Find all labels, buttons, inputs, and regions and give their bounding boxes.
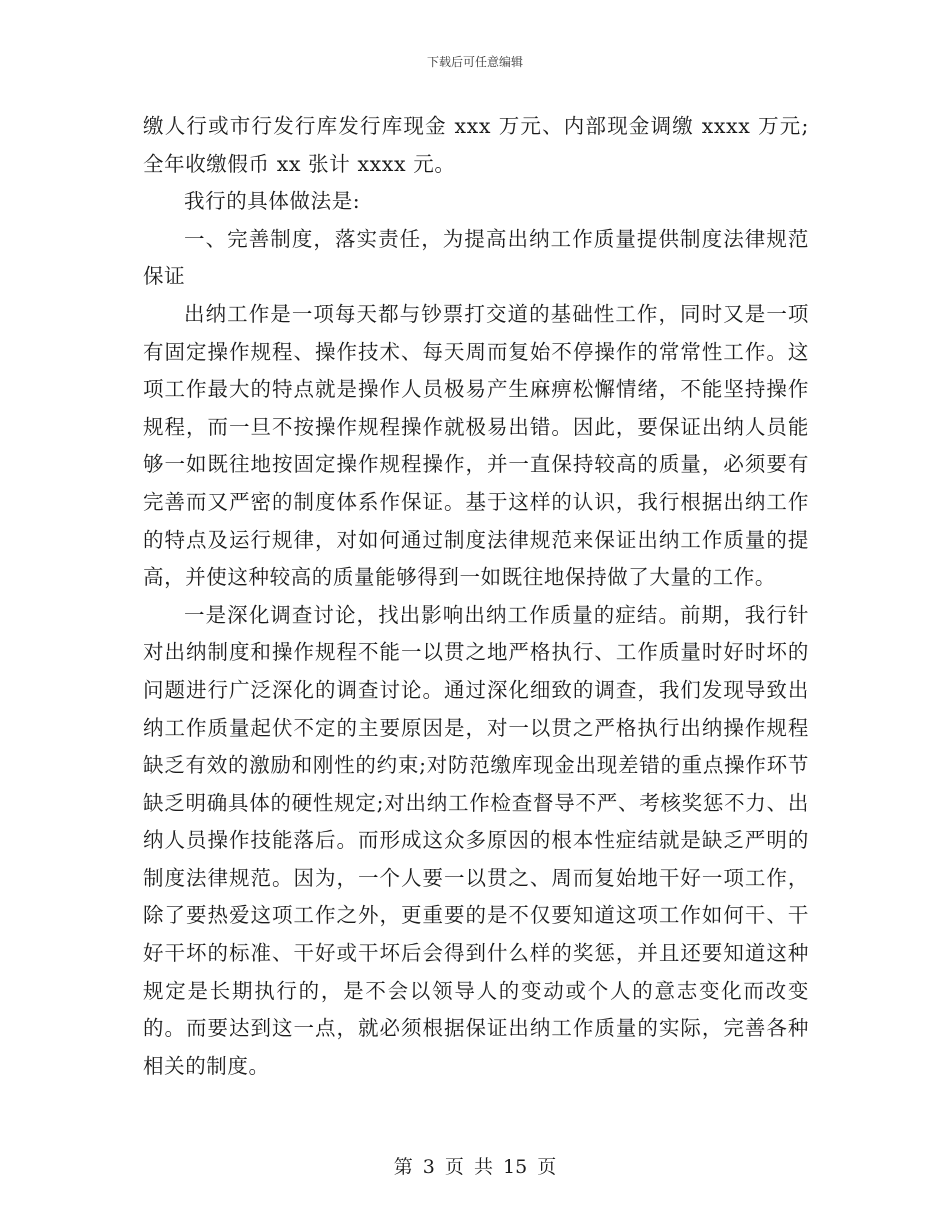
document-body xyxy=(143,108,809,1085)
page-footer: 第 3 页 共 15 页 xyxy=(393,1156,557,1178)
paragraph: 缴人行或市行发行库发行库现金 xxx 万元、内部现金调缴 xxxx 万元;全年收缴假币 xx 张计 xxxx 元。 xyxy=(143,114,809,176)
section-heading: 一、完善制度，落实责任，为提高出纳工作质量提供制度法律规范保证 xyxy=(143,226,809,289)
paragraph: 出纳工作是一项每天都与钞票打交道的基础性工作，同时又是一项有固定操作规程、操作技术、每天周而复始不停操作的常常性工作。这项工作最大的特点就是操作人员极易产生麻痹松懈情绪，不能坚持操作规程，而一旦不按操作规程操作就极易出错。因此，要保证出纳人员能够一如既往地按固定操作规程操作，并一直保持较高的质量，必须要有完善而又严密的制度体系作保证。基于这样的认识，我行根据出纳工作的特点及运行规律，对如何通过制度法律规范来保证出纳工作质量的提高，并使这种较高的质量能够得到一如既往地保持做了大量的工作。 xyxy=(143,301,809,590)
paragraph: 我行的具体做法是: xyxy=(184,189,361,214)
page-header: 下载后可任意编辑 xyxy=(426,55,523,69)
paragraph: 一是深化调查讨论，找出影响出纳工作质量的症结。前期，我行针对出纳制度和操作规程不能一以贯之地严格执行、工作质量时好时坏的问题进行广泛深化的调查讨论。通过深化细致的调查，我们发现导致出纳工作质量起伏不定的主要原因是，对一以贯之严格执行出纳操作规程缺乏有效的激励和刚性的约束;对防范缴库现金出现差错的重点操作环节缺乏明确具体的硬性规定;对出纳工作检查督导不严、考核奖惩不力、出纳人员操作技能落后。而形成这众多原因的根本性症结就是缺乏严明的制度法律规范。因为，一个人要一以贯之、周而复始地干好一项工作，除了要热爱这项工作之外，更重要的是不仅要知道这项工作如何干、干好干坏的标准、干好或干坏后会得到什么样的奖惩，并且还要知道这种规定是长期执行的，是不会以领导人的变动或个人的意志变化而改变的。而要达到这一点，就必须根据保证出纳工作质量的实际，完善各种相关的制度。 xyxy=(143,602,809,1078)
